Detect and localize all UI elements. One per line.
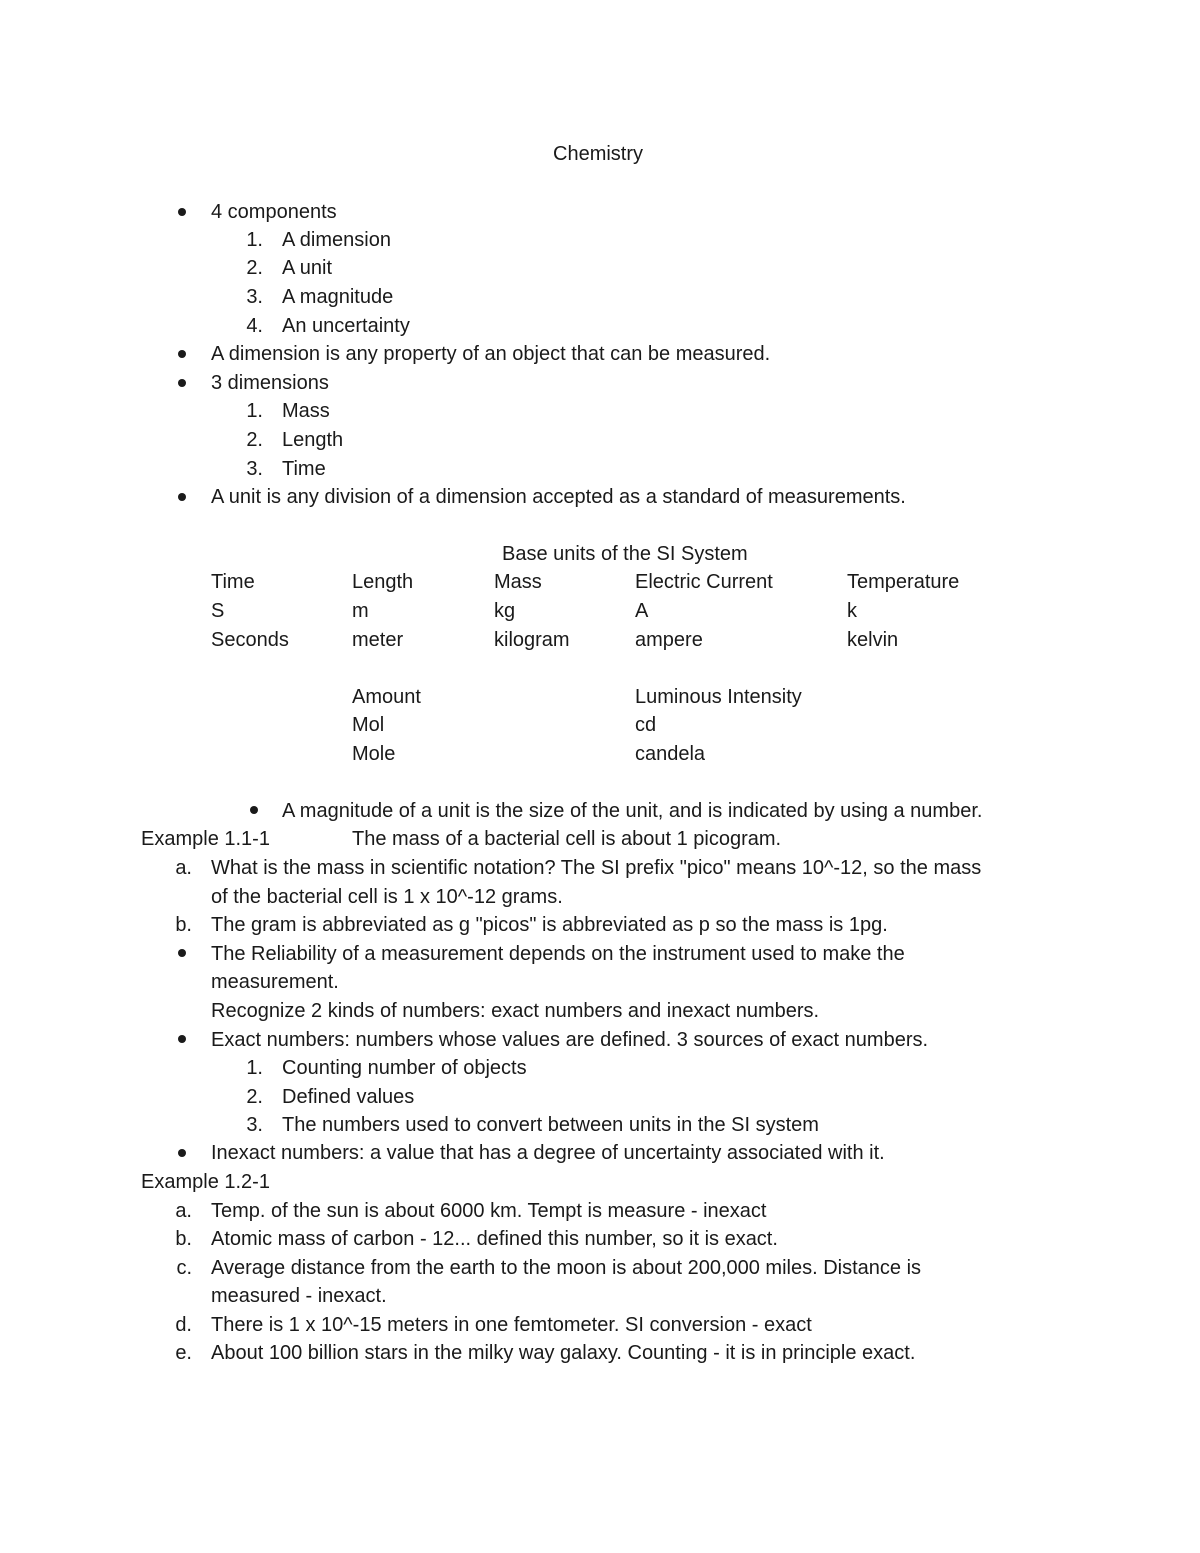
bullet-marker xyxy=(250,806,258,814)
table-cell: ampere xyxy=(635,629,703,651)
list-number: 4. xyxy=(246,315,263,337)
list-item: Temp. of the sun is about 6000 km. Tempt is measure - inexact xyxy=(211,1200,767,1222)
list-item-continuation: measurement. xyxy=(211,971,339,993)
list-number: 2. xyxy=(246,429,263,451)
bullet-marker xyxy=(178,208,186,216)
table-cell: S xyxy=(211,600,225,622)
list-item: Time xyxy=(282,458,326,480)
list-number: 3. xyxy=(246,286,263,308)
list-item: A unit is any division of a dimension accepted as a standard of measurements. xyxy=(211,486,906,508)
table-cell: A xyxy=(635,600,649,622)
table-cell: Seconds xyxy=(211,629,289,651)
page-title: Chemistry xyxy=(553,143,644,165)
list-item: Length xyxy=(282,429,344,451)
list-number: 1. xyxy=(246,1057,263,1079)
list-number: 1. xyxy=(246,400,263,422)
list-number: 2. xyxy=(246,1086,263,1108)
table-header: Temperature xyxy=(847,571,960,593)
list-item-continuation: measured - inexact. xyxy=(211,1285,387,1307)
list-item: 3 dimensions xyxy=(211,372,329,394)
example-label: Example 1.2-1 xyxy=(141,1171,270,1193)
table-cell: Mol xyxy=(352,714,385,736)
list-letter: b. xyxy=(175,1228,192,1250)
list-item: An uncertainty xyxy=(282,315,410,337)
list-item: Mass xyxy=(282,400,330,422)
list-letter: c. xyxy=(176,1257,192,1279)
bullet-marker xyxy=(178,350,186,358)
list-item: 4 components xyxy=(211,201,337,223)
bullet-marker xyxy=(178,1035,186,1043)
table-cell: Mole xyxy=(352,743,396,765)
list-item-continuation: Recognize 2 kinds of numbers: exact numbers and inexact numbers. xyxy=(211,1000,820,1022)
table-cell: kg xyxy=(494,600,516,622)
list-item: Exact numbers: numbers whose values are defined. 3 sources of exact numbers. xyxy=(211,1029,929,1051)
list-letter: b. xyxy=(175,914,192,936)
table-cell: candela xyxy=(635,743,706,765)
list-item: Counting number of objects xyxy=(282,1057,527,1079)
list-item: The gram is abbreviated as g "picos" is abbreviated as p so the mass is 1pg. xyxy=(211,914,888,936)
bullet-marker xyxy=(178,493,186,501)
list-number: 3. xyxy=(246,1114,263,1136)
list-number: 1. xyxy=(246,229,263,251)
list-item: Average distance from the earth to the moon is about 200,000 miles. Distance is xyxy=(211,1257,922,1279)
list-number: 3. xyxy=(246,458,263,480)
list-letter: a. xyxy=(175,857,192,879)
table-caption: Base units of the SI System xyxy=(502,543,748,565)
table-cell: meter xyxy=(352,629,404,651)
example-label: Example 1.1-1 xyxy=(141,828,270,850)
bullet-marker xyxy=(178,1149,186,1157)
list-item: About 100 billion stars in the milky way galaxy. Counting - it is in principle exact. xyxy=(211,1342,916,1364)
bullet-marker xyxy=(178,949,186,957)
table-cell: kelvin xyxy=(847,629,899,651)
list-item: A unit xyxy=(282,257,333,279)
table-header: Luminous Intensity xyxy=(635,686,802,708)
table-cell: kilogram xyxy=(494,629,570,651)
list-item: A dimension xyxy=(282,229,391,251)
list-letter: d. xyxy=(175,1314,192,1336)
table-header: Electric Current xyxy=(635,571,773,593)
table-header: Time xyxy=(211,571,255,593)
list-letter: a. xyxy=(175,1200,192,1222)
list-item: A magnitude xyxy=(282,286,394,308)
bullet-marker xyxy=(178,379,186,387)
list-item: A dimension is any property of an object that can be measured. xyxy=(211,343,771,365)
table-cell: cd xyxy=(635,714,657,736)
list-letter: e. xyxy=(175,1342,192,1364)
list-item: Atomic mass of carbon - 12... defined this number, so it is exact. xyxy=(211,1228,778,1250)
table-header: Mass xyxy=(494,571,542,593)
example-statement: The mass of a bacterial cell is about 1 picogram. xyxy=(352,828,782,850)
table-header: Length xyxy=(352,571,414,593)
list-item: Defined values xyxy=(282,1086,415,1108)
list-item: There is 1 x 10^-15 meters in one femtometer. SI conversion - exact xyxy=(211,1314,812,1336)
list-item: The numbers used to convert between units in the SI system xyxy=(282,1114,819,1136)
table-cell: m xyxy=(352,600,369,622)
list-item: Inexact numbers: a value that has a degree of uncertainty associated with it. xyxy=(211,1142,885,1164)
list-item: The Reliability of a measurement depends on the instrument used to make the xyxy=(211,943,905,965)
list-number: 2. xyxy=(246,257,263,279)
table-header: Amount xyxy=(352,686,421,708)
list-item-continuation: of the bacterial cell is 1 x 10^-12 grams. xyxy=(211,886,563,908)
list-item: A magnitude of a unit is the size of the unit, and is indicated by using a number. xyxy=(282,800,983,822)
list-item: What is the mass in scientific notation? The SI prefix "pico" means 10^-12, so the mass xyxy=(211,857,982,879)
table-cell: k xyxy=(847,600,857,622)
